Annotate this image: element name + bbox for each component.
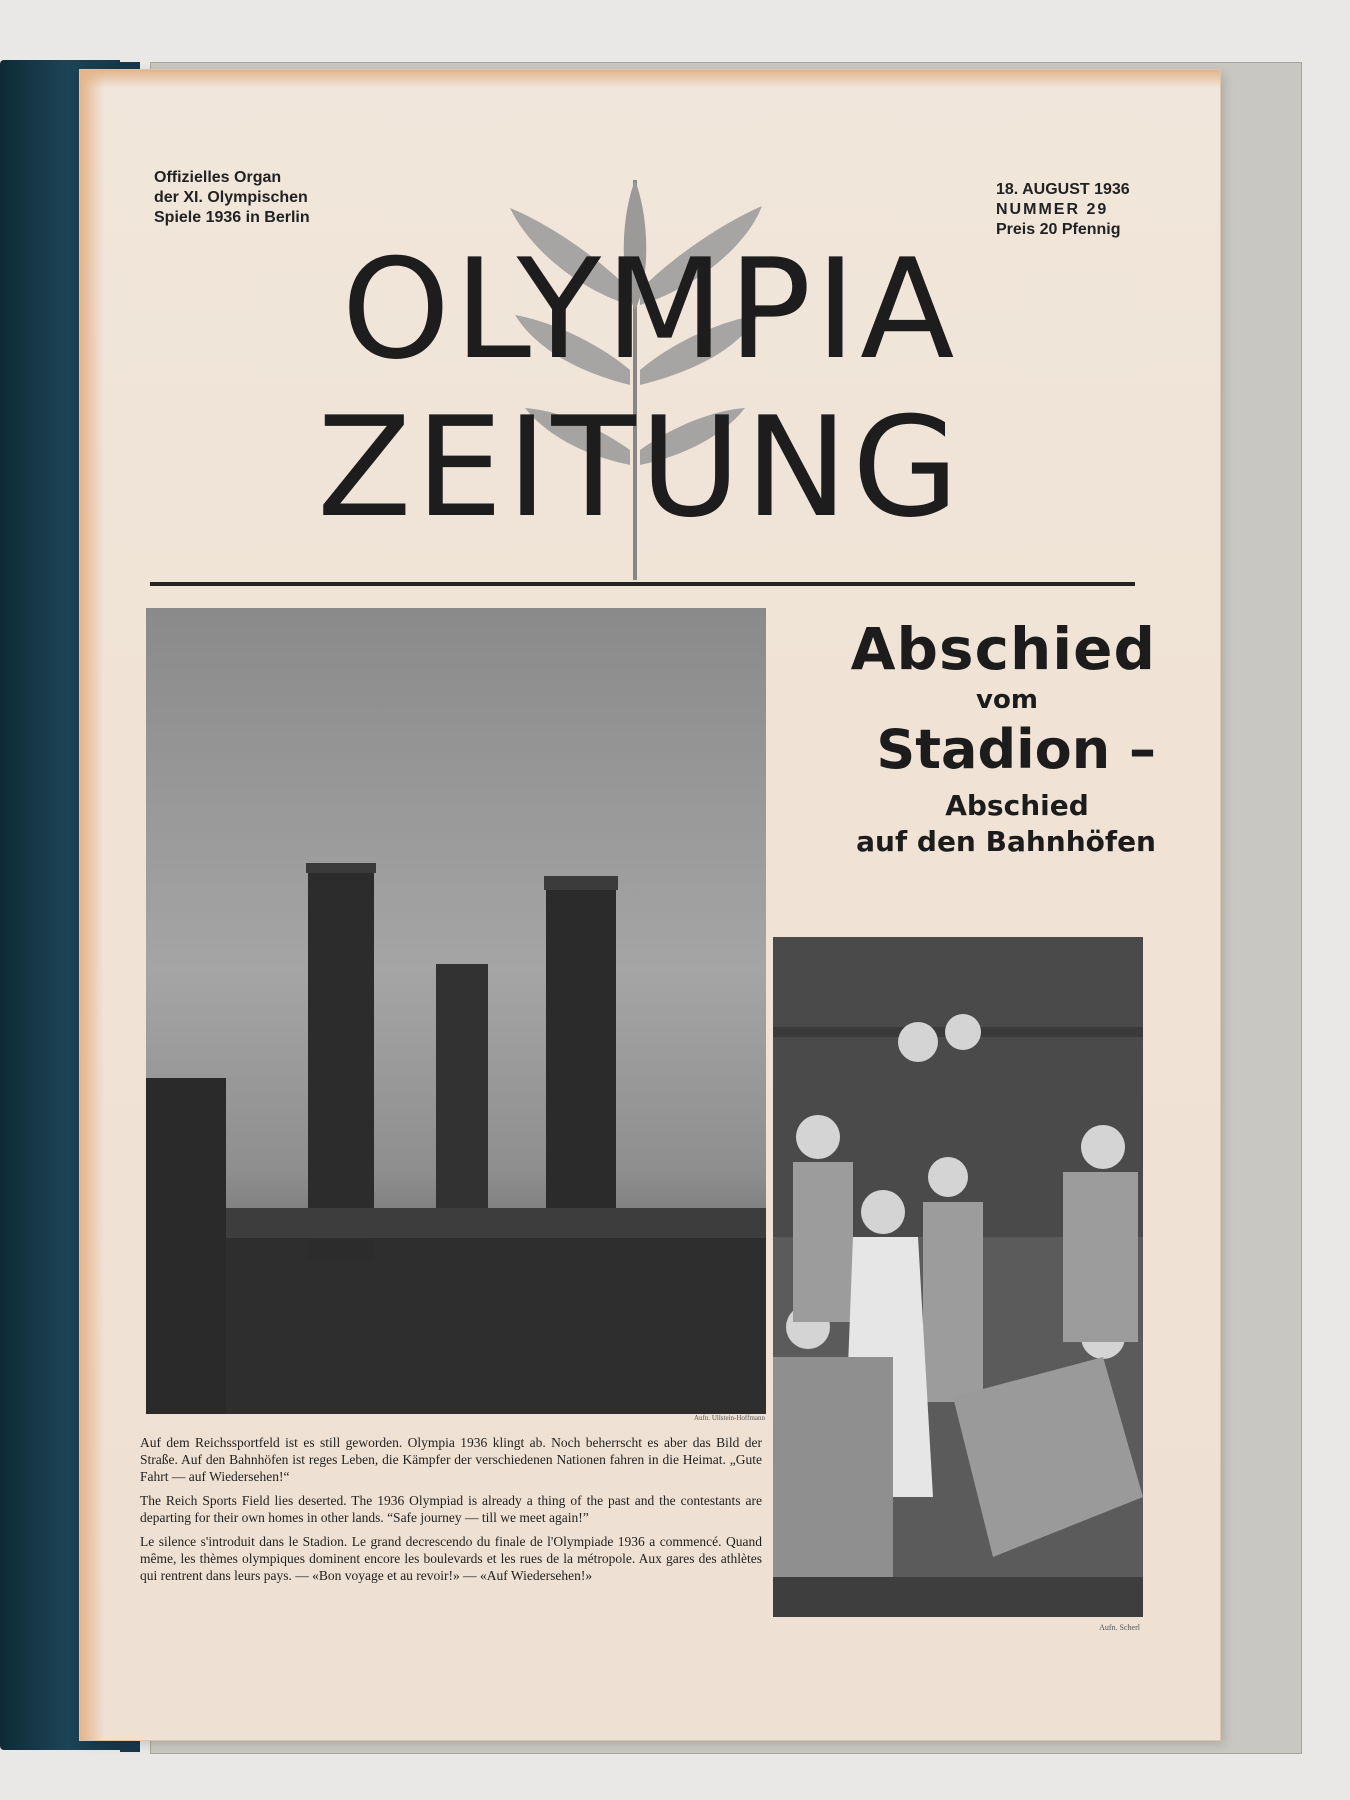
masthead-title-line-1: OLYMPIA	[341, 229, 959, 390]
train-farewell-photo	[773, 937, 1143, 1617]
building-left	[146, 1078, 226, 1414]
masthead-title-line-2: ZEITUNG	[317, 387, 963, 548]
headline-line-4: Abschied	[945, 789, 1089, 822]
caption-english: The Reich Sports Field lies deserted. The 1936 Olympiad is already a thing of the past and the contestants are departing for their own homes in other lands. “Safe journey — till we meet again!”	[140, 1493, 762, 1525]
headline-line-1: Abschied	[850, 615, 1156, 683]
masthead-rule	[150, 582, 1135, 586]
issue-date: 18. AUGUST 1936	[996, 181, 1130, 198]
trilingual-caption	[140, 1434, 762, 1591]
crowd-photo-credit: Aufn. Scherl	[1099, 1623, 1140, 1632]
tower-left	[308, 870, 374, 1260]
organ-line-3: Spiele 1936 in Berlin	[154, 209, 310, 226]
organ-line-1: Offizielles Organ	[154, 169, 282, 186]
headline-line-2: vom	[976, 685, 1038, 715]
issue-info	[996, 180, 1196, 240]
headline-line-3: Stadion –	[876, 718, 1156, 781]
caption-german: Auf dem Reichssportfeld ist es still geworden. Olympia 1936 klingt ab. Noch beherrscht es aber das Bild der Straße. Auf den Bahnhöfen ist reges Leben, die Kämpfer der verschiedenen Nationen fahren in die Heimat. „Gute Fahrt — auf Wiedersehen!“	[140, 1435, 762, 1484]
issue-number: NUMMER 29	[996, 201, 1109, 218]
main-photo-credit: Aufn. Ullstein-Hoffmann	[693, 1414, 765, 1422]
tower-right	[546, 888, 616, 1210]
headline-line-5: auf den Bahnhöfen	[856, 825, 1156, 858]
stadium-towers-photo	[146, 608, 766, 1414]
official-organ-note	[154, 168, 354, 228]
caption-french: Le silence s'introduit dans le Stadion. Le grand decrescendo du finale de l'Olympiade 1936 a commencé. Quand même, les thèmes olympiques dominent encore les boulevards et les rues de la métropole. Aux gares des athlètes qui rentrent dans leurs pays. — «Bon voyage et au revoir!» — «Auf Wiedersehen!»	[140, 1534, 762, 1583]
organ-line-2: der XI. Olympischen	[154, 189, 308, 206]
headline	[768, 616, 1156, 860]
issue-price: Preis 20 Pfennig	[996, 221, 1121, 238]
tower-middle	[436, 964, 488, 1219]
